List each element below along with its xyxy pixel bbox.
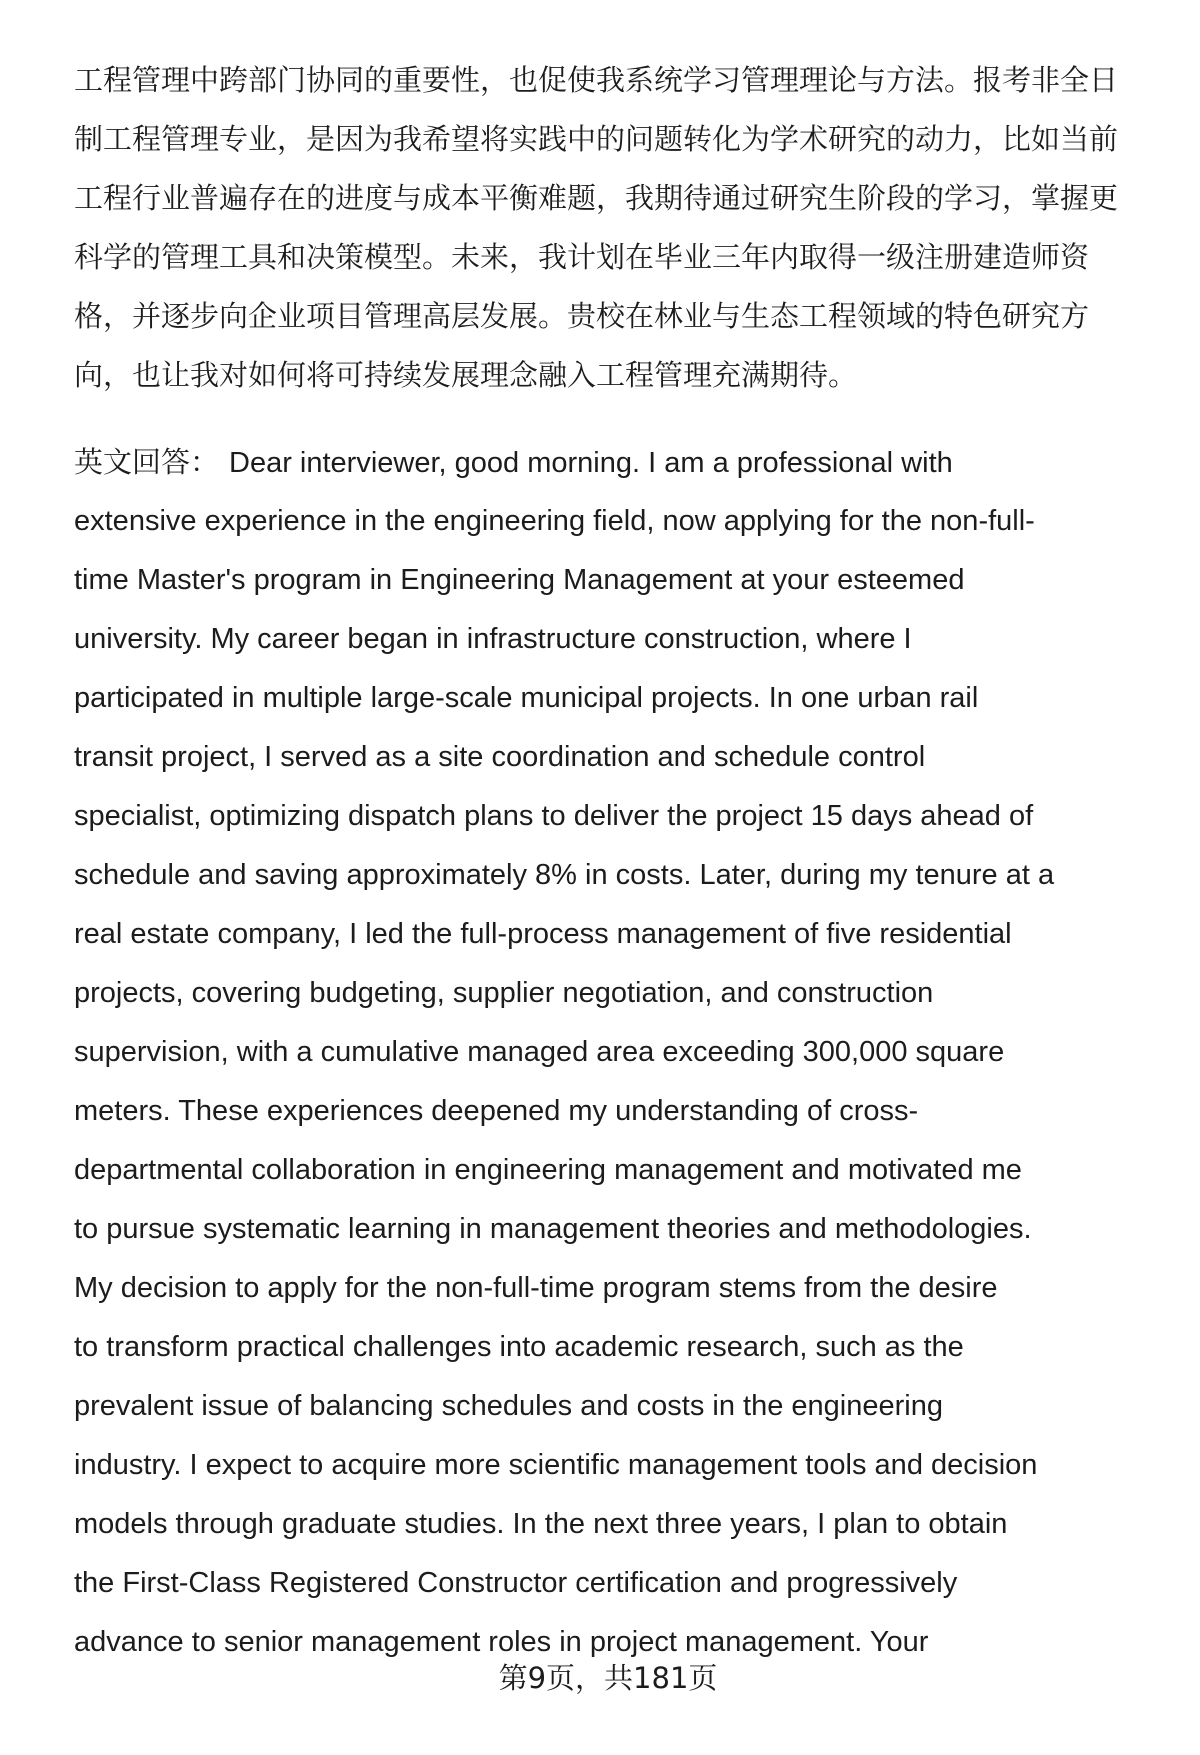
paragraph-line: departmental collaboration in engineering management and motivated me bbox=[74, 1154, 1022, 1186]
paragraph-line: the First-Class Registered Constructor certification and progressively bbox=[74, 1567, 958, 1599]
paragraph-first-line bbox=[74, 433, 1150, 492]
paragraph-line: advance to senior management roles in project management. Your bbox=[74, 1626, 929, 1658]
paragraph-line-text: Dear interviewer, good morning. I am a professional with bbox=[229, 447, 953, 479]
paragraph-line: schedule and saving approximately 8% in costs. Later, during my tenure at a bbox=[74, 859, 1055, 891]
paragraph-line: 科学的管理工具和决策模型。未来，我计划在毕业三年内取得一级注册建造师资 bbox=[74, 240, 1090, 274]
english-answer-paragraph bbox=[74, 433, 1150, 1672]
paragraph-line: time Master's program in Engineering Management at your esteemed bbox=[74, 564, 965, 596]
paragraph-line: specialist, optimizing dispatch plans to deliver the project 15 days ahead of bbox=[74, 800, 1034, 832]
paragraph-line: prevalent issue of balancing schedules and costs in the engineering bbox=[74, 1390, 943, 1422]
paragraph-line: My decision to apply for the non-full-time program stems from the desire bbox=[74, 1272, 998, 1304]
paragraph-line: extensive experience in the engineering field, now applying for the non-full- bbox=[74, 505, 1035, 537]
paragraph-line: 向，也让我对如何将可持续发展理念融入工程管理充满期待。 bbox=[74, 358, 858, 392]
paragraph-line: industry. I expect to acquire more scientific management tools and decision bbox=[74, 1449, 1038, 1481]
paragraph-line: 制工程管理专业，是因为我希望将实践中的问题转化为学术研究的动力，比如当前 bbox=[74, 122, 1119, 156]
paragraph-line: projects, covering budgeting, supplier negotiation, and construction bbox=[74, 977, 934, 1009]
chinese-answer-paragraph bbox=[74, 51, 1150, 405]
paragraph-line: to transform practical challenges into academic research, such as the bbox=[74, 1331, 964, 1363]
paragraph-line: transit project, I served as a site coordination and schedule control bbox=[74, 741, 926, 773]
paragraph-line: models through graduate studies. In the next three years, I plan to obtain bbox=[74, 1508, 1008, 1540]
paragraph-line: supervision, with a cumulative managed area exceeding 300,000 square bbox=[74, 1036, 1005, 1068]
page-number: 第9页，共181页 bbox=[498, 1661, 718, 1695]
paragraph-line: real estate company, I led the full-process management of five residential bbox=[74, 918, 1012, 950]
paragraph-line: meters. These experiences deepened my understanding of cross- bbox=[74, 1095, 919, 1127]
paragraph-line: to pursue systematic learning in management theories and methodologies. bbox=[74, 1213, 1032, 1245]
paragraph-line: 格，并逐步向企业项目管理高层发展。贵校在林业与生态工程领域的特色研究方 bbox=[74, 299, 1090, 333]
paragraph-line: participated in multiple large-scale municipal projects. In one urban rail bbox=[74, 682, 979, 714]
paragraph-line: 工程行业普遍存在的进度与成本平衡难题，我期待通过研究生阶段的学习，掌握更 bbox=[74, 181, 1119, 215]
paragraph-line: 工程管理中跨部门协同的重要性，也促使我系统学习管理理论与方法。报考非全日 bbox=[74, 63, 1119, 97]
paragraph-line: university. My career began in infrastructure construction, where I bbox=[74, 623, 912, 655]
english-answer-label: 英文回答： bbox=[74, 445, 220, 479]
